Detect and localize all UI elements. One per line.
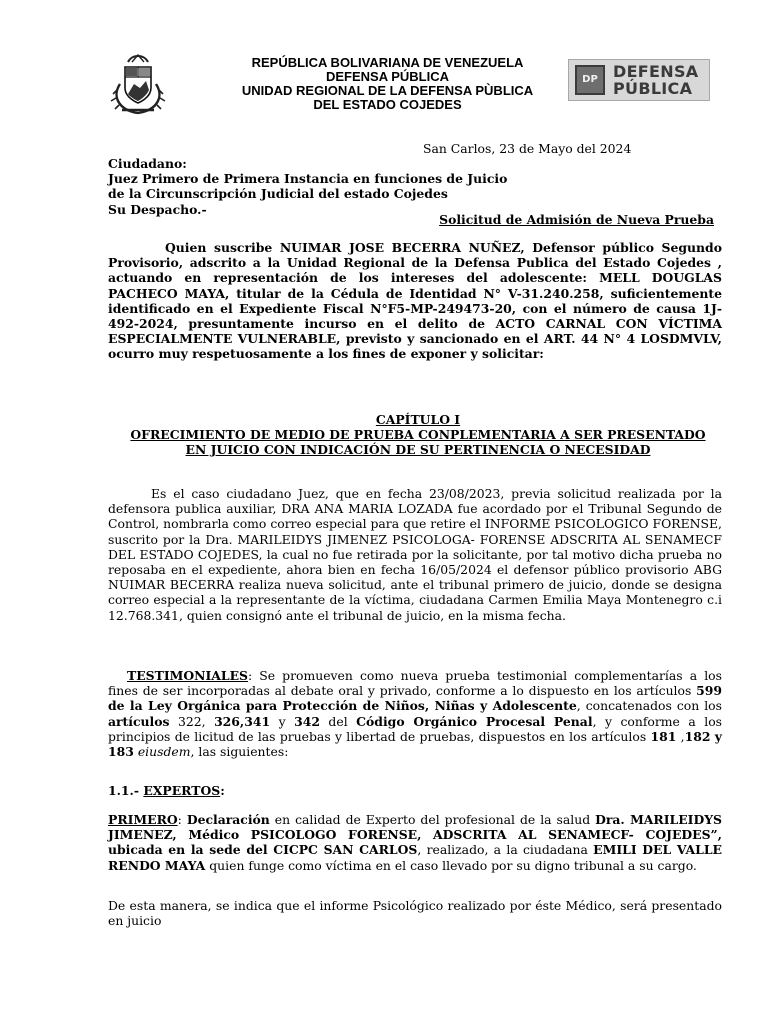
addressee-line-3: de la Circunscripción Judicial del estado Cojedes <box>108 186 448 202</box>
header-line-1: REPÚBLICA BOLIVARIANA DE VENEZUELA <box>251 55 524 70</box>
primero-label: PRIMERO <box>108 812 178 827</box>
subject-line: Solicitud de Admisión de Nueva Prueba <box>439 212 714 227</box>
chapter-number: CAPÍTULO I <box>375 412 461 427</box>
addressee-line-4: Su Despacho.- <box>108 201 207 217</box>
dp-badge-icon: DP <box>575 65 605 95</box>
header-line-2: DEFENSA PÚBLICA <box>325 69 450 84</box>
header-line-3: UNIDAD REGIONAL DE LA DEFENSA PÙBLICA <box>241 83 534 98</box>
addressee-line-2: Juez Primero de Primera Instancia en funciones de Juicio <box>108 171 508 187</box>
testimoniales-label: TESTIMONIALES <box>127 668 248 683</box>
addressee-line-1: Ciudadano: <box>108 156 187 171</box>
testimoniales-paragraph: TESTIMONIALES: Se promueven como nueva prueba testimonial complementarías a los fines de ser incorporadas al debate oral y privado, conforme a lo dispuesto en los artículos 599 de la Ley Orgánica para Protección de Niños, Niñas y Adolescente, concatenados con los artículos 322, 326,341 y 342 del Código Orgánico Procesal Penal, y conforme a los principios de licitud de las pruebas y libertad de pruebas, dispuestos en los artículos 181 ,182 y 183 eiusdem, las siguientes: <box>108 668 723 760</box>
chapter-heading <box>118 412 718 458</box>
coat-of-arms-seal <box>110 50 166 116</box>
primero-paragraph: PRIMERO: Declaración en calidad de Experto del profesional de la salud Dra. MARILEIDYS JIMENEZ, Médico PSICOLOGO FORENSE, ADSCRITA AL SENAMECF- COJEDES”, ubicada en la sede del CICPC SAN CARLOS, realizado, a la ciudadana EMILI DEL VALLE RENDO MAYA quien funge como víctima en el caso llevado por su digno tribunal a su cargo. <box>108 812 723 873</box>
closing-paragraph: De esta manera, se indica que el informe Psicológico realizado por éste Médico, será presentado en juicio <box>108 898 722 929</box>
logo-word-defensa: DEFENSA <box>613 62 699 81</box>
header-line-4: DEL ESTADO COJEDES <box>313 97 462 112</box>
intro-paragraph: Quien suscribe NUIMAR JOSE BECERRA NUÑEZ, Defensor público Segundo Provisorio, adscrito a la Unidad Regional de la Defensa Publica del Estado Cojedes , actuando en representación de los intereses del adolescente: MELL DOUGLAS PACHECO MAYA, titular de la Cédula de Identidad N° V-31.240.258, suficientemente identificado en el Expediente Fiscal N°F5-MP-249473-20, con el número de causa 1J-492-2024, presuntamente incurso en el delito de ACTO CARNAL CON VÍCTIMA ESPECIALMENTE VULNERABLE, previsto y sancionado en el ART. 44 N° 4 LOSDMVLV, ocurro muy respetuosamente a los fines de exponer y solicitar: <box>108 240 722 362</box>
expertos-heading: 1.1.- EXPERTOS: <box>108 783 225 798</box>
case-paragraph: Es el caso ciudadano Juez, que en fecha 23/08/2023, previa solicitud realizada por la defensora publica auxiliar, DRA ANA MARIA LOZADA fue acordado por el Tribunal Segundo de Control, nombrarla como correo especial para que retire el INFORME PSICOLOGICO FORENSE, suscrito por la Dra. MARILEIDYS JIMENEZ PSICOLOGA- FORENSE ADSCRITA AL SENAMECF DEL ESTADO COJEDES, la cual no fue retirada por la solicitante, por tal motivo dicha prueba no reposaba en el expediente, ahora bien en fecha 16/05/2024 el defensor público provisorio ABG NUIMAR BECERRA realiza nueva solicitud, ante el tribunal primero de juicio, donde se designa correo especial a la representante de la víctima, ciudadana Carmen Emilia Maya Montenegro c.i 12.768.341, quien consignó ante el tribunal de juicio, en la misma fecha. <box>108 486 722 623</box>
chapter-title: OFRECIMIENTO DE MEDIO DE PRUEBA CONPLEMENTARIA A SER PRESENTADO EN JUICIO CON INDICACIÓN DE SU PERTINENCIA O NECESIDAD <box>130 427 706 458</box>
date-line: San Carlos, 23 de Mayo del 2024 <box>423 141 632 156</box>
addressee-block <box>108 156 722 217</box>
letterhead <box>200 56 575 112</box>
defensa-publica-logo <box>568 59 710 101</box>
logo-word-publica: PÚBLICA <box>613 79 693 98</box>
